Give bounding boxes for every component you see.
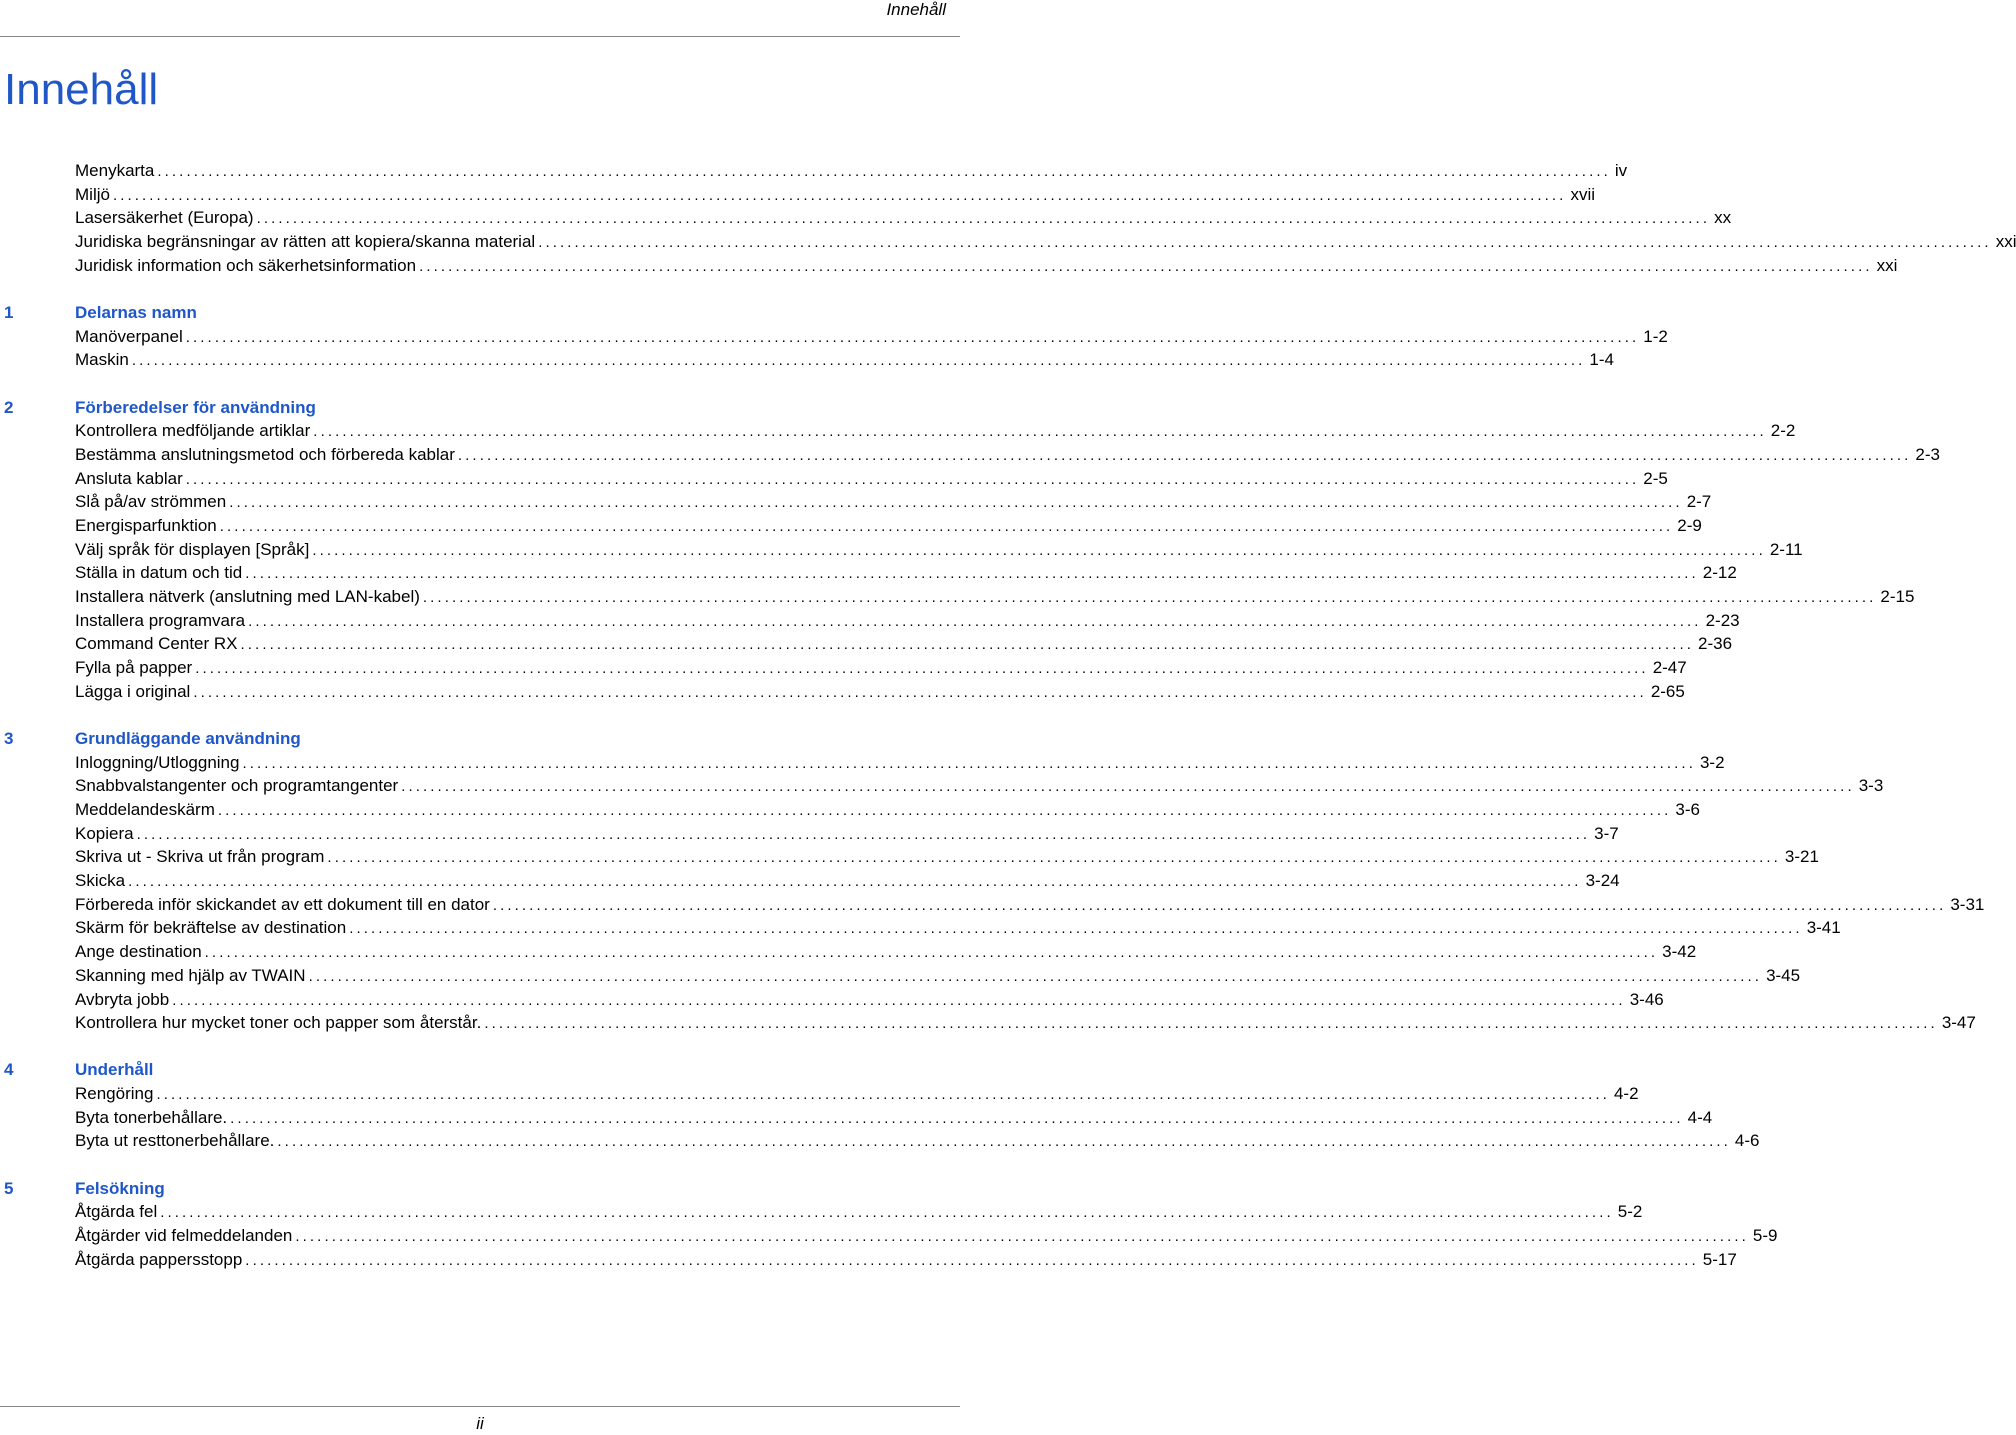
toc-entry-label: Fylla på papper [75,658,193,678]
dot-leader: ........................................................................................................................................................................................................ [185,328,1640,346]
toc-entry-label: Skanning med hjälp av TWAIN [75,965,306,985]
toc-entry-page-number: 4-4 [1687,1107,1713,1127]
toc-entry[interactable] [75,609,1740,633]
toc-entry-label: Slå på/av strömmen [75,492,227,512]
toc-entry-label: Kopiera [75,823,134,843]
dot-leader: ........................................................................................................................................................................................................ [185,470,1640,488]
toc-entry[interactable] [75,893,1985,917]
dot-leader: ........................................................................................................................................................................................................ [112,186,1567,204]
toc-entry-label: Byta ut resttonerbehållare. [75,1131,275,1151]
toc-entry-page-number: 2-7 [1686,492,1712,512]
header-divider [0,36,960,37]
toc-entry[interactable] [75,1082,1639,1106]
toc-entry[interactable] [75,183,1596,207]
dot-leader: ........................................................................................................................................................................................................ [156,1086,1610,1104]
toc-entry-page-number: 2-12 [1702,563,1737,583]
toc-entry-label: Meddelandeskärm [75,800,215,819]
dot-leader: ........................................................................................................................................................................................................ [349,920,1803,938]
toc-entry[interactable] [75,845,1819,869]
toc-entry[interactable] [75,514,1702,538]
toc-entry-page-number: 3-31 [1950,894,1985,914]
dot-leader: ........................................................................................................................................................................................................ [131,352,1586,370]
toc-entry[interactable] [75,443,1940,467]
toc-entry[interactable] [75,1011,1976,1035]
toc-entry-label: Installera programvara [75,610,246,630]
toc-entry-label: Juridisk information och säkerhetsinformation [75,255,417,275]
footer-divider [0,1406,960,1407]
dot-leader: ........................................................................................................................................................................................................ [492,896,1947,914]
dot-leader: ........................................................................................................................................................................................................ [422,589,1877,606]
toc-entry-page-number: 3-42 [1662,942,1697,962]
toc-entry-page-number: 2-9 [1677,515,1702,535]
toc-entry-page-number: 2-23 [1705,610,1740,630]
toc-entry-label: Skicka [75,871,126,891]
chapter-section [0,1177,1778,1272]
toc-entry-page-number: 4-6 [1734,1131,1760,1151]
toc-entry-page-number: 2-5 [1643,468,1668,488]
toc-entry[interactable] [75,1248,1737,1272]
toc-entry-page-number: 3-24 [1585,871,1620,891]
dot-leader: ........................................................................................................................................................................................................ [312,541,1766,559]
toc-entry[interactable] [75,230,2016,254]
toc-entry-page-number: 5-9 [1752,1226,1778,1245]
toc-entry-label: Lägga i original [75,681,191,701]
chapter-heading[interactable] [0,301,960,325]
toc-entry[interactable] [75,988,1664,1012]
dot-leader: ........................................................................................................................................................................................................ [229,494,1683,512]
toc-entry-label: Välj språk för displayen [Språk] [75,539,310,559]
dot-leader: ........................................................................................................................................................................................................ [128,873,1582,891]
dot-leader: ........................................................................................................................................................................................................ [327,849,1781,867]
dot-leader: ........................................................................................................................................................................................................ [160,1204,1614,1222]
toc-entry[interactable] [75,1129,1760,1153]
toc-entry-page-number: 3-21 [1784,847,1819,867]
toc-entry-page-number: 2-11 [1769,539,1803,559]
dot-leader: ........................................................................................................................................................................................................ [230,1109,1684,1127]
toc-entry-label: Skriva ut - Skriva ut från program [75,847,325,867]
chapter-title: Delarnas namn [75,302,197,322]
toc-entry-page-number: 4-2 [1613,1084,1639,1104]
chapter-title: Förberedelser för användning [75,397,316,417]
toc-entry-page-number: 5-17 [1702,1249,1737,1269]
toc-entry-page-number: 3-46 [1629,989,1664,1009]
toc-entry-page-number: 3-7 [1594,823,1619,843]
toc-entry-page-number: xxi [1876,255,1898,275]
toc-entry[interactable] [75,561,1737,585]
toc-entry[interactable] [75,348,1614,372]
toc-entry-page-number: xvii [1570,184,1596,204]
toc-entry-label: Juridiska begränsningar av rätten att kopiera/skanna material [75,232,536,252]
toc-entry-page-number: 3-45 [1766,965,1801,985]
toc-entry-label: Förbereda inför skickandet av ett dokument till en dator [75,894,490,914]
dot-leader: ........................................................................................................................................................................................................ [401,778,1855,796]
front-matter-list [0,159,2016,277]
toc-entry-page-number: 1-2 [1643,326,1668,346]
chapter-section [0,396,1940,704]
toc-entry-label: Rengöring [75,1084,154,1104]
chapter-heading[interactable] [0,1177,960,1201]
toc-entry-page-number: 2-65 [1650,681,1685,701]
chapter-heading[interactable] [0,396,960,420]
chapter-list [0,301,1985,1271]
dot-leader: ........................................................................................................................................................................................................ [240,636,1695,654]
toc-entry[interactable] [75,585,1915,609]
toc-entry[interactable] [75,632,1733,656]
toc-entry[interactable] [75,774,1884,798]
toc-entry[interactable] [75,467,1668,491]
toc-entry-label: Kontrollera medföljande artiklar [75,421,311,441]
toc-entry-page-number: 2-3 [1915,444,1940,464]
toc-entry-page-number: 3-41 [1806,918,1841,938]
toc-entry[interactable] [75,325,1668,349]
toc-entry[interactable] [75,1200,1643,1224]
dot-leader: ........................................................................................................................................................................................................ [217,802,1672,819]
dot-leader: ........................................................................................................................................................................................................ [136,825,1591,843]
toc-entry-label: Åtgärda fel [75,1202,158,1222]
toc-entry-page-number: iv [1614,161,1628,180]
chapter-number: 5 [4,1178,14,1198]
dot-leader: ........................................................................................................................................................................................................ [157,163,1611,180]
toc-entry-label: Skärm för bekräftelse av destination [75,918,347,938]
toc-entry-page-number: xx [1714,208,1732,228]
chapter-number: 3 [4,728,14,748]
dot-leader: ........................................................................................................................................................................................................ [538,234,1992,252]
chapter-heading[interactable] [0,727,960,751]
toc-entry[interactable] [75,1224,1778,1248]
dot-leader: ........................................................................................................................................................................................................ [313,423,1767,441]
toc-entry-label: Miljö [75,184,110,204]
toc-entry-label: Ställa in datum och tid [75,563,243,583]
chapter-number: 1 [4,302,14,322]
toc-entry[interactable] [75,751,1725,775]
dot-leader: ........................................................................................................................................................................................................ [248,612,1702,630]
toc-entry-label: Command Center RX [75,634,238,654]
toc-entry-label: Bestämma anslutningsmetod och förbereda kablar [75,444,455,464]
toc-entry-label: Åtgärder vid felmeddelanden [75,1226,293,1245]
toc-entry-page-number: 2-2 [1770,421,1796,441]
dot-leader: ........................................................................................................................................................................................................ [419,257,1873,275]
toc-entry[interactable] [75,798,1700,822]
chapter-number: 4 [4,1060,14,1080]
dot-leader: ........................................................................................................................................................................................................ [245,1251,1699,1269]
toc-entry-label: Installera nätverk (anslutning med LAN-kabel) [75,587,420,606]
toc-entry-page-number: xxi [1995,232,2016,252]
dot-leader: ........................................................................................................................................................................................................ [245,565,1699,583]
dot-leader: ........................................................................................................................................................................................................ [193,683,1647,701]
toc-entry-page-number: 3-2 [1699,752,1725,772]
toc-entry-page-number: 3-3 [1858,776,1884,796]
toc-entry-page-number: 3-6 [1675,800,1700,819]
dot-leader: ........................................................................................................................................................................................................ [295,1228,1749,1245]
toc-entry[interactable] [75,538,1803,562]
toc-entry-label: Snabbvalstangenter och programtangenter [75,776,399,796]
toc-entry-label: Byta tonerbehållare. [75,1107,228,1127]
toc-entry-label: Avbryta jobb [75,989,170,1009]
toc-entry-page-number: 1-4 [1589,350,1614,370]
toc-entry-label: Maskin [75,350,129,370]
chapter-title: Underhåll [75,1060,154,1080]
dot-leader: ........................................................................................................................................................................................................ [219,517,1674,535]
chapter-title: Felsökning [75,1178,165,1198]
toc-entry-page-number: 5-2 [1617,1202,1643,1222]
running-header-title: Innehåll [886,0,946,19]
toc-entry-label: Inloggning/Utloggning [75,752,240,772]
toc-entry[interactable] [75,940,1697,964]
dot-leader: ........................................................................................................................................................................................................ [204,944,1659,962]
toc-entry[interactable] [75,822,1619,846]
toc-entry[interactable] [75,964,1801,988]
toc-entry[interactable] [75,159,1628,183]
dot-leader: ........................................................................................................................................................................................................ [172,991,1626,1009]
chapter-section [0,727,1985,1035]
chapter-section [0,301,1668,372]
toc-entry-label: Ansluta kablar [75,468,183,488]
dot-leader: ........................................................................................................................................................................................................ [484,1015,1938,1033]
dot-leader: ........................................................................................................................................................................................................ [277,1133,1731,1151]
toc-entry[interactable] [75,1106,1713,1130]
dot-leader: ........................................................................................................................................................................................................ [457,446,1912,464]
chapter-title: Grundläggande användning [75,728,301,748]
chapter-section [0,1058,1760,1153]
toc-entry-page-number: 2-15 [1880,587,1915,606]
dot-leader: ........................................................................................................................................................................................................ [195,660,1649,678]
dot-leader: ........................................................................................................................................................................................................ [242,754,1696,772]
chapter-number: 2 [4,397,14,417]
toc-entry-label: Manöverpanel [75,326,183,346]
toc-entry-label: Åtgärda pappersstopp [75,1249,243,1269]
page-title: Innehåll [4,65,159,114]
toc-entry-label: Ange destination [75,942,202,962]
table-of-contents [0,159,2016,1271]
toc-entry[interactable] [75,869,1620,893]
toc-entry-page-number: 3-47 [1941,1013,1976,1033]
dot-leader: ........................................................................................................................................................................................................ [256,210,1711,228]
toc-entry[interactable] [75,916,1841,940]
toc-entry-label: Kontrollera hur mycket toner och papper som återstår. [75,1013,482,1033]
toc-entry[interactable] [75,206,1732,230]
chapter-heading[interactable] [0,1058,960,1082]
toc-entry[interactable] [75,680,1685,704]
toc-entry[interactable] [75,656,1687,680]
toc-entry[interactable] [75,254,1898,278]
toc-entry-label: Lasersäkerhet (Europa) [75,208,254,228]
dot-leader: ........................................................................................................................................................................................................ [308,967,1763,985]
toc-entry[interactable] [75,490,1712,514]
page-number: ii [476,1414,484,1433]
toc-entry-label: Energisparfunktion [75,515,217,535]
toc-entry-label: Menykarta [75,161,155,180]
toc-entry-page-number: 2-36 [1698,634,1733,654]
toc-entry-page-number: 2-47 [1652,658,1687,678]
toc-entry[interactable] [75,419,1796,443]
